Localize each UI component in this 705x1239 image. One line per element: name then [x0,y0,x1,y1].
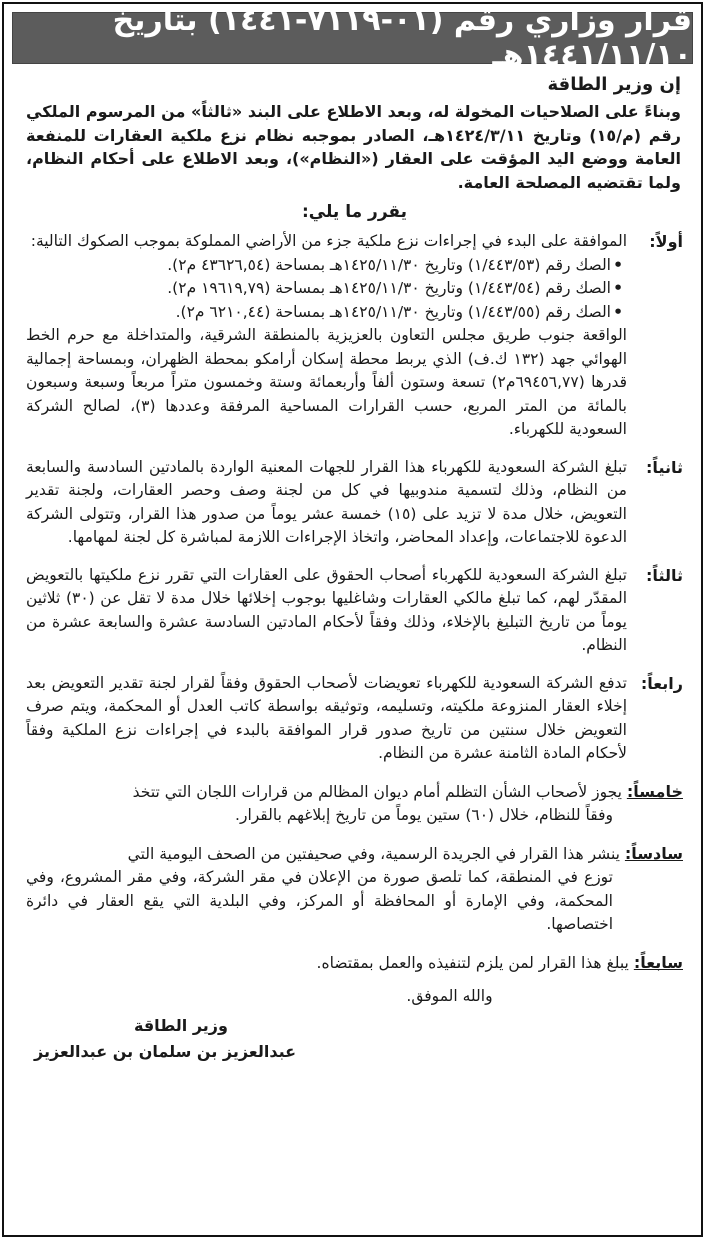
article-text: تبلغ الشركة السعودية للكهرباء هذا القرار للجهات المعنية الواردة بالمادتين السادسة والسابعة من النظام، وذلك لتسمية مندوبيها في كل من لجنة وصف وحصر العقارات، ولجنة تقدير التعويض، خلال مدة لا تزيد على (١٥) خمسة عشر يوماً من صدور هذا القرار، وتتولى الشركة الدعوة للاجتماعات، وإعداد المحاضر، واتخاذ الإجراءات اللازمة لمباشرة كل لجنة لمهامها. [26,457,627,546]
article-third [26,564,683,658]
article-body [26,230,627,442]
signatory-title: وزير الطاقة [134,1015,228,1035]
signature-block [26,1013,683,1065]
document-frame [2,2,703,1237]
article-sixth [26,842,683,937]
decides-heading: يقرر ما يلي: [301,202,408,222]
deed-item: • الصك رقم (١/٤٤٣/٥٣) وتاريخ ١٤٢٥/١١/٣٠هـ بمساحة (٤٣٦٢٦,٥٤ م٢). [26,254,623,278]
article-text: الموافقة على البدء في إجراءات نزع ملكية جزء من الأراضي المملوكة بموجب الصكوك التالية: [30,232,627,250]
article-text-continued: الواقعة جنوب طريق مجلس التعاون بالعزيزية بالمنطقة الشرقية، والمتداخلة مع حرم الخط الهوائي جهد (١٣٢ ك.ف) الذي يربط محطة إسكان أرامكو بمحطة الظهران، وبمساحة إجمالية قدرها (٦٩٤٥٦,٧٧م٢) تسعة وستون ألفاً وأربعمائة وستة وخمسون متراً مربعاً وسبعة وسبعون بالمائة من المتر المربع، حسب القرارات المساحية المرفقة وعددها (٣)، لصالح الشركة السعودية للكهرباء. [26,326,627,438]
deeds-list [26,254,627,325]
article-label: سادساً: [624,843,683,863]
article-text-continued: وفقاً للنظام، خلال (٦٠) ستين يوماً من تاريخ إبلاغهم بالقرار. [235,806,613,824]
article-text: تدفع الشركة السعودية للكهرباء تعويضات لأصحاب الحقوق وفقاً لقرار لجنة تقدير التعويض بعد إخلاء العقار المنزوعة ملكيته، وتسليمه، وتوثيقه بواسطة كاتب العدل أو المحكمة، ويتم صرف التعويض خلال سنتين من تاريخ صدور قرار الموافقة بالبدء في إجراءات نزع الملكية وفقاً لأحكام المادة الثامنة عشرة من النظام. [26,673,627,762]
article-text: ينشر هذا القرار في الجريدة الرسمية، وفي صحيفتين من الصحف اليومية التي [127,844,620,863]
closing-phrase: والله الموفق. [406,987,493,1005]
article-label: خامساً: [626,781,683,801]
article-text: تبلغ الشركة السعودية للكهرباء أصحاب الحقوق على العقارات التي تقرر نزع ملكيتها بالتعويض المقدّر لهم، كما تبلغ مالكي العقارات وشاغليها بوجوب إخلائها خلال مدة لا تقل عن (٣٠) ثلاثين يوماً من تاريخ التبليغ بالإخلاء، وذلك وفقاً لأحكام المادتين السادسة عشرة والسابعة عشرة من النظام. [26,565,627,654]
article-seventh [26,951,683,976]
article-text: يجوز لأصحاب الشأن التظلم أمام ديوان المظالم من قرارات اللجان التي تتخذ [132,782,622,801]
decree-title: قرار وزاري رقم (٠١-٧١١٩-١٤٤١) بتاريخ ١٤٤١/١١/١٠هـ [112,3,692,73]
article-label: أولاً: [649,232,683,251]
article-fourth [26,672,683,766]
intro-heading: إن وزير الطاقة [547,74,681,95]
article-first [26,230,683,442]
decree-title-banner [12,3,693,73]
article-label: ثانياً: [646,457,683,477]
signatory-name: عبدالعزيز بن سلمان بن عبدالعزيز [34,1041,297,1061]
article-text-continued: توزع في المنطقة، كما تلصق صورة من الإعلان في مقر الشركة، وفي مقر المشروع، وفي المحكمة، وفي الإمارة أو المحافظة أو المركز، وفي البلدية التي يقع العقار في دائرة اختصاصها. [26,868,613,933]
article-label: سابعاً: [633,952,683,972]
article-second [26,456,683,550]
article-label: رابعاً: [640,673,683,693]
deed-item: • الصك رقم (١/٤٤٣/٥٤) وتاريخ ١٤٢٥/١١/٣٠هـ بمساحة (١٩٦١٩,٧٩ م٢). [26,277,623,301]
decree-body [26,68,683,1065]
article-fifth [26,780,683,828]
article-label: ثالثاً: [646,565,683,585]
deed-item: • الصك رقم (١/٤٤٣/٥٥) وتاريخ ١٤٢٥/١١/٣٠هـ بمساحة (٦٢١٠,٤٤ م٢). [26,301,623,325]
preamble-paragraph: وبناءً على الصلاحيات المخولة له، وبعد الاطلاع على البند «ثالثاً» من المرسوم الملكي رقم (م/١٥) وتاريخ ١٤٢٤/٣/١١هـ، الصادر بموجبه نظام نزع ملكية العقارات للمنفعة العامة ووضع اليد المؤقت على العقار («النظام»)، وبعد الاطلاع على أحكام النظام، ولما تقتضيه المصلحة العامة. [26,102,681,192]
article-text: يبلغ هذا القرار لمن يلزم لتنفيذه والعمل بمقتضاه. [316,953,629,972]
